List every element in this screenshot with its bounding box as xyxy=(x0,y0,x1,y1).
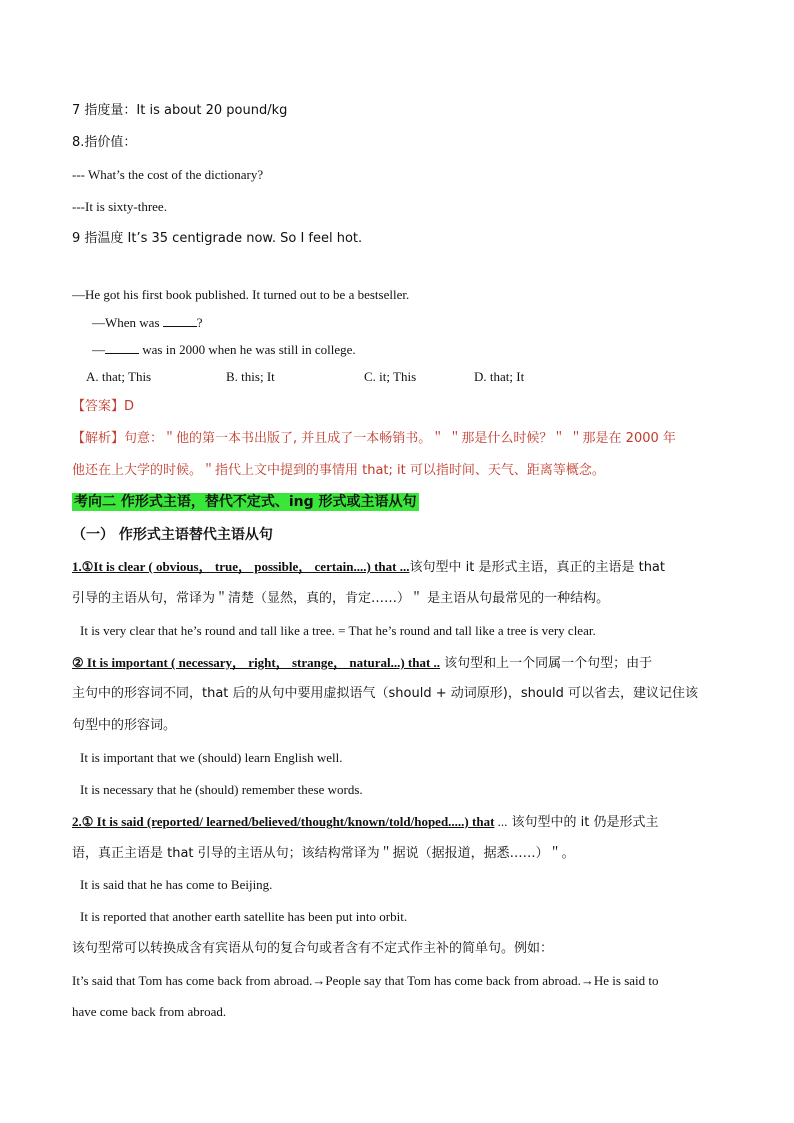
analysis-text: 句意：＂他的第一本书出版了, 并且成了一本畅销书。＂ ＂那是什么时候？＂ ＂那是在 2000 年 xyxy=(124,431,676,446)
paragraph-text: 该句型中 it 是形式主语，真正的主语是 that xyxy=(409,560,665,575)
example-sentence: It is important that we (should) learn English well. xyxy=(80,750,343,765)
example-sentence: It is reported that another earth satellite has been put into orbit. xyxy=(80,909,408,924)
paragraph-line: 句型中的形容词。 xyxy=(72,718,177,733)
option-b: B. this; It xyxy=(226,369,275,384)
question-text: —When was xyxy=(92,315,163,330)
analysis-text: 他还在上大学的时候。＂指代上文中提到的事情用 that; it 可以指时间、天气、距离等概念。 xyxy=(72,463,605,478)
answer-blank xyxy=(105,341,139,354)
answer-label: 【答案】 xyxy=(72,399,125,414)
paragraph-text: 该句型中的 it 仍是形式主 xyxy=(507,815,659,830)
paragraph-line xyxy=(72,654,652,673)
section-heading xyxy=(72,493,419,511)
pattern-text: ② It is important ( necessary， right， strange， natural...) that .. xyxy=(72,655,441,670)
paragraph-text: 该句型和上一个同属一个句型；由于 xyxy=(440,656,653,671)
example-sentence: It’s said that Tom has come back from abroad.→People say that Tom has come back from abroad.→He is said to xyxy=(72,973,659,988)
paragraph-line xyxy=(72,558,665,577)
question-stem: —He got his first book published. It turned out to be a bestseller. xyxy=(72,287,410,302)
analysis-label: 【解析】 xyxy=(72,431,125,446)
example-sentence: have come back from abroad. xyxy=(72,1004,227,1019)
example-sentence: It is said that he has come to Beijing. xyxy=(80,877,273,892)
question-line xyxy=(92,341,356,359)
pattern-text: 1.①It is clear ( obvious， true， possible， certain....) that ... xyxy=(72,559,410,574)
answer-blank xyxy=(163,314,197,327)
text-line: 8.指价值： xyxy=(72,135,137,150)
answer-line xyxy=(72,398,134,416)
paragraph-line: 主句中的形容词不同，that 后的从句中要用虚拟语气（should + 动词原形)，should 可以省去，建议记住该 xyxy=(72,686,699,701)
option-c: C. it; This xyxy=(364,369,417,384)
paragraph-line xyxy=(72,813,659,832)
answer-value: D xyxy=(124,399,135,414)
text-line: 9 指温度 It’s 35 centigrade now. So I feel hot. xyxy=(72,231,363,246)
paragraph-text: ... xyxy=(494,814,508,829)
text-line: 7 指度量：It is about 20 pound/kg xyxy=(72,103,288,118)
paragraph-line: 引导的主语从句，常译为＂清楚（显然，真的，肯定……）＂ 是主语从句最常见的一种结构。 xyxy=(72,591,610,606)
question-text: — xyxy=(92,342,105,357)
pattern-text: 2.① It is said (reported/ learned/believed/thought/known/told/hoped.....) that xyxy=(72,814,495,829)
paragraph-line: 语，真正主语是 that 引导的主语从句；该结构常译为＂据说（据报道，据悉……）＂。 xyxy=(72,846,575,861)
text-line: --- What’s the cost of the dictionary? xyxy=(72,167,264,182)
option-d: D. that; It xyxy=(474,369,525,384)
example-sentence: It is necessary that he (should) remember these words. xyxy=(80,782,363,797)
section-heading-text: 考向二 作形式主语，替代不定式、ing 形式或主语从句 xyxy=(74,494,417,510)
question-line xyxy=(92,314,203,332)
paragraph-line: 该句型常可以转换成含有宾语从句的复合句或者含有不定式作主补的简单句。例如： xyxy=(72,941,554,956)
analysis-line xyxy=(72,430,676,448)
question-text: ? xyxy=(196,315,203,330)
subsection-heading: （一） 作形式主语替代主语从句 xyxy=(72,527,273,543)
text-line: ---It is sixty-three. xyxy=(72,199,167,214)
question-text: was in 2000 when he was still in college. xyxy=(139,342,356,357)
option-a: A. that; This xyxy=(86,369,152,384)
example-sentence: It is very clear that he’s round and tall like a tree. = That he’s round and tall like a tree is very clear. xyxy=(80,623,596,638)
